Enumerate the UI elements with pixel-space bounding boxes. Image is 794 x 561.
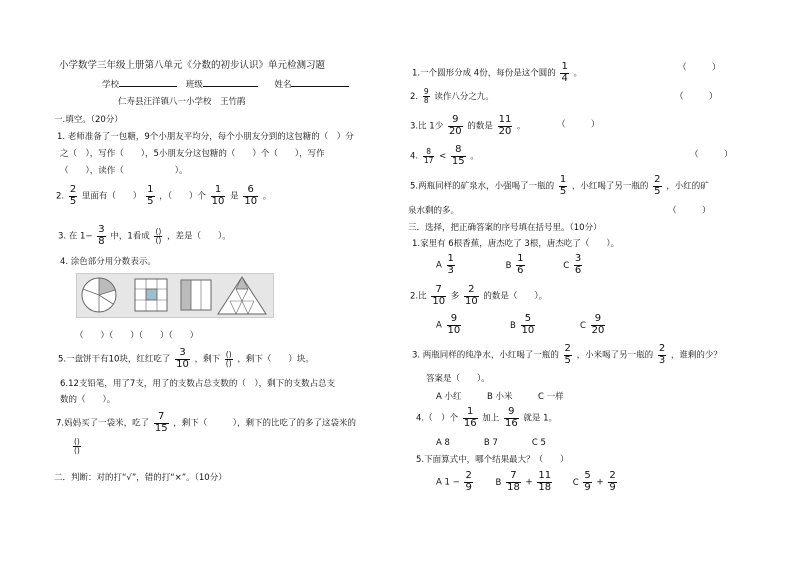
j2-answer: （ ） [675, 92, 718, 102]
option-a: A 1 − [436, 477, 460, 488]
q4-answer-blanks: （ ）（ ）（ ）（ ） [75, 331, 199, 341]
school-label: 学校 [102, 80, 120, 90]
fraction-3-6: $\frac{3}{6}$ [574, 253, 582, 276]
fraction-3-8: $\frac{3}{8}$ [98, 224, 105, 247]
j2 [410, 88, 494, 105]
page-title: 小学数学三年级上册第八单元《分数的初步认识》单元检测习题 [59, 60, 326, 71]
fraction-7-15: $\frac{7}{15}$ [154, 411, 168, 434]
fraction-8-17: $\frac{8}{17}$ [423, 146, 434, 165]
c2-text-2: 多 [450, 291, 460, 302]
j4-end: 。 [470, 151, 479, 162]
q5-text-3: ，剩下（ ）块。 [237, 354, 314, 365]
section-1-heading: 一.填空。（20分） [54, 115, 123, 125]
fraction-blank: () () [155, 226, 162, 245]
c4 [416, 407, 557, 429]
fraction-1-16: $\frac{1}{16}$ [463, 406, 477, 429]
j3-text-2: 的数是 [467, 121, 493, 132]
fraction-2-5: $\frac{2}{5}$ [69, 184, 77, 207]
option-b: B [509, 320, 516, 331]
q2-text-3: 是 [230, 191, 239, 202]
q5-text-2: ，剩下 [194, 354, 221, 365]
c5: 5.下面算式中，哪个结果最大？（ ） [416, 455, 569, 465]
c3-answer: 答案是（ ）。 [426, 374, 490, 384]
q5-text-1: 5.一盘饼干有10块，红红吃了 [58, 354, 171, 365]
name-label: 姓名 [274, 80, 292, 90]
circle-shape [82, 278, 116, 312]
q7-text-2: ，剩下（ ），剩下的比吃了的多了这袋米的 [173, 418, 357, 429]
fraction-7-18: $\frac{7}{18}$ [507, 470, 520, 493]
c3-text-2: ，小米喝了另一瓶的 [576, 350, 654, 361]
fraction-shapes-figure [76, 273, 274, 318]
fraction-9-20: $\frac{9}{20}$ [448, 114, 462, 137]
c3-text-3: ，谁剩的少？ [670, 350, 722, 361]
fraction-1-4: $\frac{1}{4}$ [561, 61, 568, 84]
option-a: A [436, 260, 442, 271]
c4-text-1: 4.（ ）个 [416, 413, 459, 424]
section-3-heading: 三．选择，把正确答案的序号填在括号里。（10分） [408, 223, 602, 233]
q7-text-1: 7.妈妈买了一袋米，吃了 [56, 418, 150, 429]
fraction-1-10: $\frac{1}{10}$ [211, 184, 225, 207]
fraction-1-5: $\frac{1}{5}$ [559, 174, 567, 197]
c1-options [436, 254, 584, 276]
fraction-7-10: $\frac{7}{10}$ [432, 284, 446, 307]
author-line: 仁寿县汪洋镇八一小学校 王竹鹃 [118, 97, 246, 107]
j3-text-1: 3.比 1少 [410, 121, 444, 132]
q2-text-2: ，（ ）个 [159, 191, 206, 202]
class-field[interactable] [203, 86, 258, 87]
j3-answer: （ ） [557, 120, 600, 130]
q3 [58, 225, 231, 247]
j1-answer: （ ） [678, 63, 721, 73]
info-line [102, 81, 349, 90]
q6-line-a: 6.12支铅笔，用了7支，用了的支数占总支数的（ ），剩下的支数占总支 [60, 379, 336, 389]
q1-line-c: （ ），读作（ ）。 [60, 166, 188, 176]
fraction-11-20: $\frac{11}{20}$ [498, 114, 512, 137]
q5 [58, 348, 314, 370]
q2 [56, 185, 271, 207]
fraction-2-5: $\frac{2}{5}$ [564, 343, 571, 366]
j4-answer: （ ） [690, 150, 733, 160]
j5-answer: （ ） [668, 206, 711, 216]
fraction-9-20: $\frac{9}{20}$ [591, 313, 605, 336]
fraction-9-10: $\frac{9}{10}$ [447, 313, 461, 336]
fraction-9-8: $\frac{9}{8}$ [423, 87, 429, 105]
q6-line-b: 数的（ ）。 [60, 395, 116, 405]
fraction-2-5: $\frac{2}{5}$ [654, 174, 661, 197]
j4-less-than: < [439, 151, 447, 162]
c3-text-1: 3. 两瓶同样的纯净水，小红喝了一瓶的 [412, 350, 559, 361]
fraction-8-15: $\frac{8}{15}$ [451, 144, 465, 167]
fraction-1-6: $\frac{1}{6}$ [517, 253, 524, 276]
fraction-blank: () () [225, 349, 232, 368]
c3-options: A 小红 B 小米 C 一样 [436, 392, 564, 402]
q3-text-2: 中，1看成 [110, 231, 150, 242]
q2-text-end: 。 [262, 191, 272, 202]
option-a: A [436, 320, 442, 331]
q1-line-a: 1. 老师准备了一包糖，9个小朋友平均分，每个小朋友分到的这包糖的（ ）分 [57, 132, 354, 142]
j5-text-1: 5.两瓶同样的矿泉水，小强喝了一瓶的 [410, 181, 555, 192]
j2-text: 读作八分之九。 [434, 91, 494, 102]
fraction-2-9: $\frac{2}{9}$ [465, 470, 472, 493]
fraction-11-18: $\frac{11}{18}$ [538, 470, 552, 493]
c3 [412, 344, 722, 366]
c2 [410, 285, 547, 307]
j5 [410, 175, 709, 197]
q7 [56, 412, 356, 434]
option-b: B [505, 260, 512, 271]
option-b: B [495, 477, 502, 488]
fraction-9-16: $\frac{9}{16}$ [504, 406, 518, 429]
j1-text: 1.一个圆形分成 4份，每份是这个圆的 [412, 68, 556, 79]
plus-sign: + [596, 477, 604, 488]
fraction-3-10: $\frac{3}{10}$ [176, 347, 189, 370]
class-label: 班级 [185, 80, 203, 90]
fraction-5-9: $\frac{5}{9}$ [584, 470, 591, 493]
school-field[interactable] [119, 86, 177, 87]
fraction-5-10: $\frac{5}{10}$ [521, 313, 535, 336]
c2-text-1: 2.比 [410, 291, 427, 302]
j2-number: 2. [410, 91, 419, 102]
c4-options: A 8 B 7 C 5 [436, 438, 546, 448]
j1-end: 。 [573, 68, 583, 79]
j4 [410, 145, 479, 167]
q2-number: 2. [56, 191, 65, 202]
j3-end: 。 [517, 121, 526, 132]
c2-text-3: 的数是（ ）。 [483, 291, 548, 302]
j3 [410, 115, 526, 137]
q1-line-b: 之（ ），写作（ ），5小朋友分这包糖的（ ）个（ ），写作 [60, 149, 325, 159]
option-c: C [572, 477, 579, 488]
name-field[interactable] [291, 86, 349, 87]
c2-options [436, 314, 607, 336]
q4: 4. 涂色部分用分数表示。 [60, 257, 156, 267]
c4-text-3: 就是 1。 [523, 413, 558, 424]
fraction-1-5: $\frac{1}{5}$ [147, 184, 154, 207]
c1: 1.家里有 6根香蕉，唐杰吃了 3根，唐杰吃了（ ）。 [412, 239, 620, 249]
fraction-blank: () () [74, 437, 80, 455]
q3-text-1: 3. 在 1− [58, 231, 93, 242]
j1 [412, 62, 582, 84]
c5-options [436, 471, 619, 493]
j5-line-b: 泉水剩的多。 [408, 206, 460, 216]
option-c: C [579, 320, 586, 331]
j5-text-2: ，小红喝了另一瓶的 [571, 181, 649, 192]
option-c: C [563, 260, 570, 271]
j5-text-3: ，小红的矿 [666, 181, 709, 192]
c4-text-2: 加上 [482, 413, 500, 424]
fraction-2-3: $\frac{2}{3}$ [658, 343, 666, 366]
fraction-2-10: $\frac{2}{10}$ [464, 284, 478, 307]
square-shape [135, 279, 167, 311]
fraction-2-9: $\frac{2}{9}$ [609, 470, 616, 493]
rectangle-shape [181, 280, 211, 310]
q7-fraction-blank [71, 438, 83, 455]
section-2-heading: 二．判断：对的打“√”，错的打“×”。（10分） [54, 473, 227, 483]
fraction-1-3: $\frac{1}{3}$ [447, 253, 454, 276]
triangle-shape [218, 277, 266, 314]
q3-text-3: ，差是（ ）。 [167, 231, 231, 242]
j4-number: 4. [410, 151, 419, 162]
fraction-6-10: $\frac{6}{10}$ [244, 184, 258, 207]
q2-text-1: 里面有（ ） [81, 191, 142, 202]
plus-sign: + [525, 477, 533, 488]
